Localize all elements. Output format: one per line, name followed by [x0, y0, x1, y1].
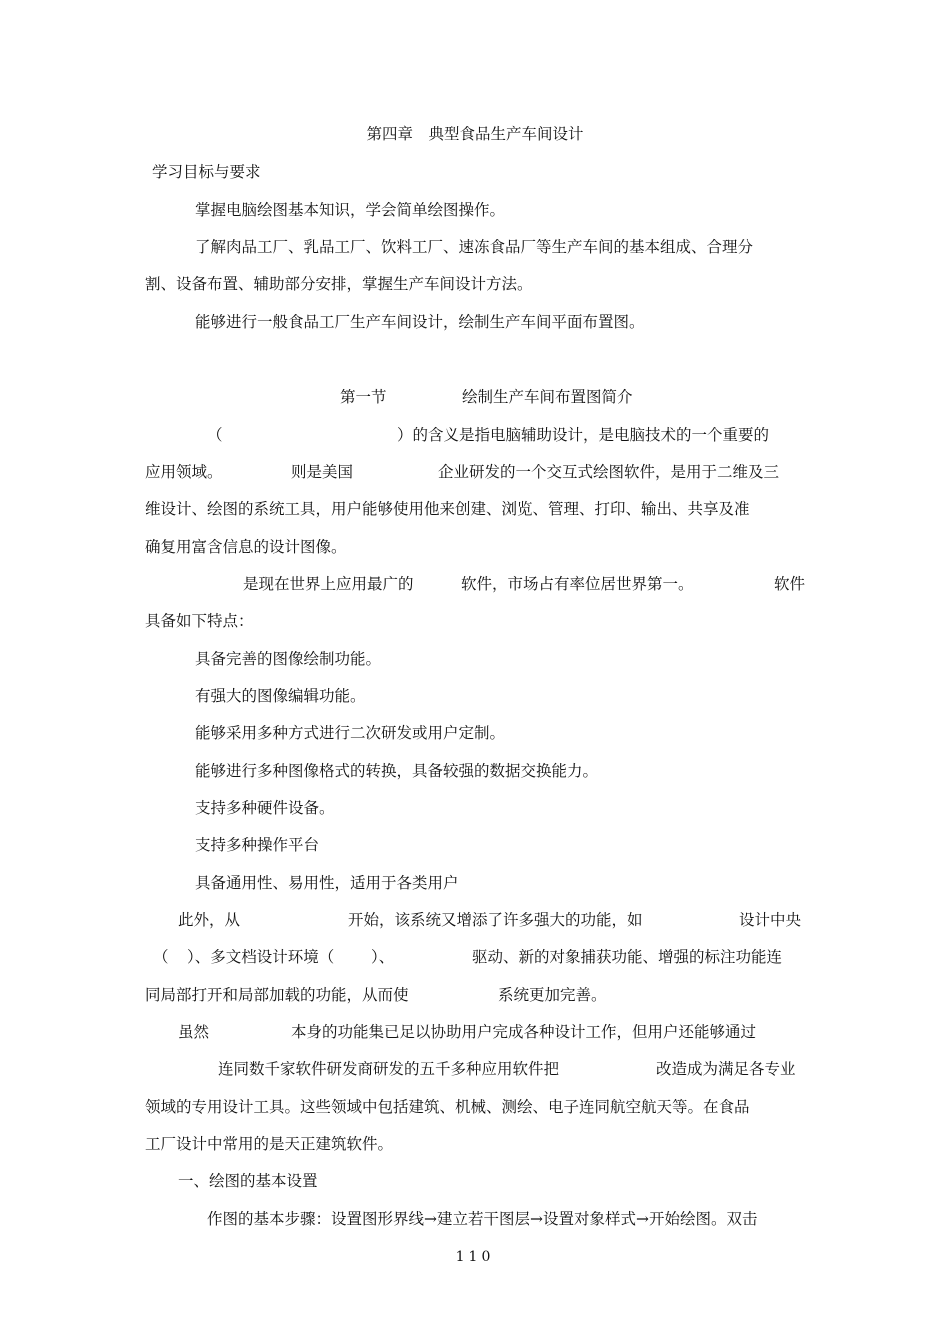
objectives-heading: 学习目标与要求 — [152, 163, 261, 181]
paragraph-line: 工厂设计中常用的是天正建筑软件。 — [145, 1135, 394, 1153]
paragraph-line: 应用领域。 则是美国 企业研发的一个交互式绘图软件，是用于二维及三 — [145, 463, 780, 481]
section-heading — [0, 385, 950, 409]
objective-line: 了解肉品工厂、乳品工厂、饮料工厂、速冻食品厂等生产车间的基本组成、合理分 — [195, 238, 754, 256]
paragraph-line: （ ）、多文档设计环境（ ）、 驱动、新的对象捕获功能、增强的标注功能连 — [153, 948, 783, 966]
section-title: 绘制生产车间布置图简介 — [462, 388, 633, 406]
objective-line: 掌握电脑绘图基本知识，学会简单绘图操作。 — [195, 201, 506, 219]
paragraph-line: （ ）的含义是指电脑辅助设计，是电脑技术的一个重要的 — [207, 426, 770, 444]
paragraph-line: 作图的基本步骤：设置图形界线→建立若干图层→设置对象样式→开始绘图。双击 — [207, 1210, 758, 1228]
feature-item: 具备通用性、易用性，适用于各类用户 — [195, 874, 459, 892]
feature-item: 能够采用多种方式进行二次研发或用户定制。 — [195, 724, 506, 742]
feature-item: 具备完善的图像绘制功能。 — [195, 650, 382, 668]
objective-line: 割、设备布置、辅助部分安排，掌握生产车间设计方法。 — [145, 275, 533, 293]
chapter-title: 第四章 典型食品生产车间设计 — [366, 125, 584, 143]
paragraph-line: 虽然 本身的功能集已足以协助用户完成各种设计工作，但用户还能够通过 — [178, 1023, 757, 1041]
feature-item: 支持多种硬件设备。 — [195, 799, 335, 817]
paragraph-line: 领域的专用设计工具。这些领域中包括建筑、机械、测绘、电子连同航空航天等。在食品 — [145, 1098, 750, 1116]
page-number: 110 — [455, 1249, 495, 1265]
paragraph-line: 确复用富含信息的设计图像。 — [145, 538, 347, 556]
paragraph-line: 同局部打开和局部加载的功能，从而使 系统更加完善。 — [145, 986, 607, 1004]
objective-line: 能够进行一般食品工厂生产车间设计，绘制生产车间平面布置图。 — [195, 313, 645, 331]
paragraph-line: 连同数千家软件研发商研发的五千多种应用软件把 改造成为满足各专业 — [218, 1060, 796, 1078]
section-number: 第一节 — [340, 388, 387, 406]
feature-item: 能够进行多种图像格式的转换，具备较强的数据交换能力。 — [195, 762, 599, 780]
paragraph-line: 是现在世界上应用最广的 软件，市场占有率位居世界第一。 软件 — [243, 575, 806, 593]
paragraph-line: 此外，从 开始，该系统又增添了许多强大的功能，如 设计中央 — [178, 911, 802, 929]
subsection-heading: 一、绘图的基本设置 — [178, 1172, 318, 1190]
paragraph-line: 维设计、绘图的系统工具，用户能够使用他来创建、浏览、管理、打印、输出、共享及准 — [145, 500, 750, 518]
paragraph-line: 具备如下特点： — [145, 612, 254, 630]
feature-item: 支持多种操作平台 — [195, 836, 320, 854]
feature-item: 有强大的图像编辑功能。 — [195, 687, 366, 705]
